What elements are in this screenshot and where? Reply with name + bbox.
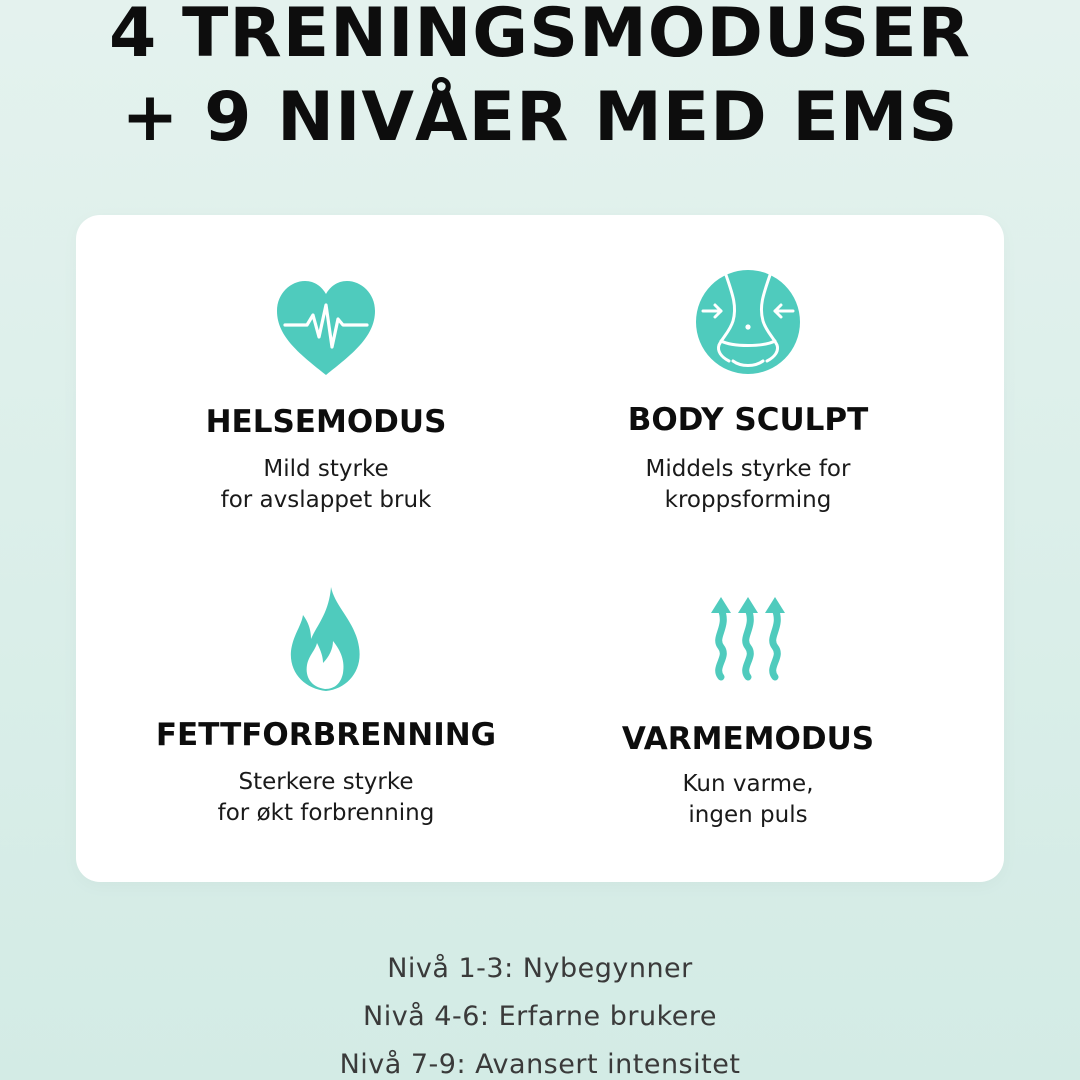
heart-pulse-icon [271, 275, 381, 385]
mode-fettforbrenning [126, 585, 526, 829]
mode-desc-line-1: Mild styrke [263, 456, 389, 482]
mode-desc-line-2: kroppsforming [664, 487, 832, 513]
body-waist-icon [693, 267, 803, 377]
mode-desc-line-2: for økt forbrenning [217, 800, 435, 826]
mode-desc-line-2: ingen puls [688, 802, 808, 828]
mode-name: FETTFORBRENNING [155, 717, 497, 753]
mode-name: VARMEMODUS [621, 721, 875, 757]
mode-desc-line-1: Kun varme, [682, 771, 814, 797]
mode-desc-line-1: Sterkere styrke [238, 769, 414, 795]
mode-helsemodus [126, 275, 526, 516]
modes-card [76, 215, 1004, 882]
mode-name: BODY SCULPT [627, 402, 869, 438]
mode-name: HELSEMODUS [205, 404, 447, 440]
level-advanced: Nivå 7-9: Avansert intensitet [339, 1049, 741, 1080]
headline-line-2: + 9 NIVÅER MED EMS [121, 78, 959, 157]
level-list [0, 945, 1080, 1080]
mode-body-sculpt [548, 267, 948, 516]
mode-desc-line-1: Middels styrke for [645, 456, 851, 482]
flame-icon [271, 585, 381, 695]
level-experienced: Nivå 4-6: Erfarne brukere [363, 1001, 717, 1032]
heat-waves-icon [693, 589, 803, 699]
level-beginner: Nivå 1-3: Nybegynner [387, 953, 693, 984]
mode-varmemodus [548, 589, 948, 831]
headline-line-1: 4 TRENINGSMODUSER [108, 0, 972, 73]
mode-desc-line-2: for avslappet bruk [220, 487, 432, 513]
